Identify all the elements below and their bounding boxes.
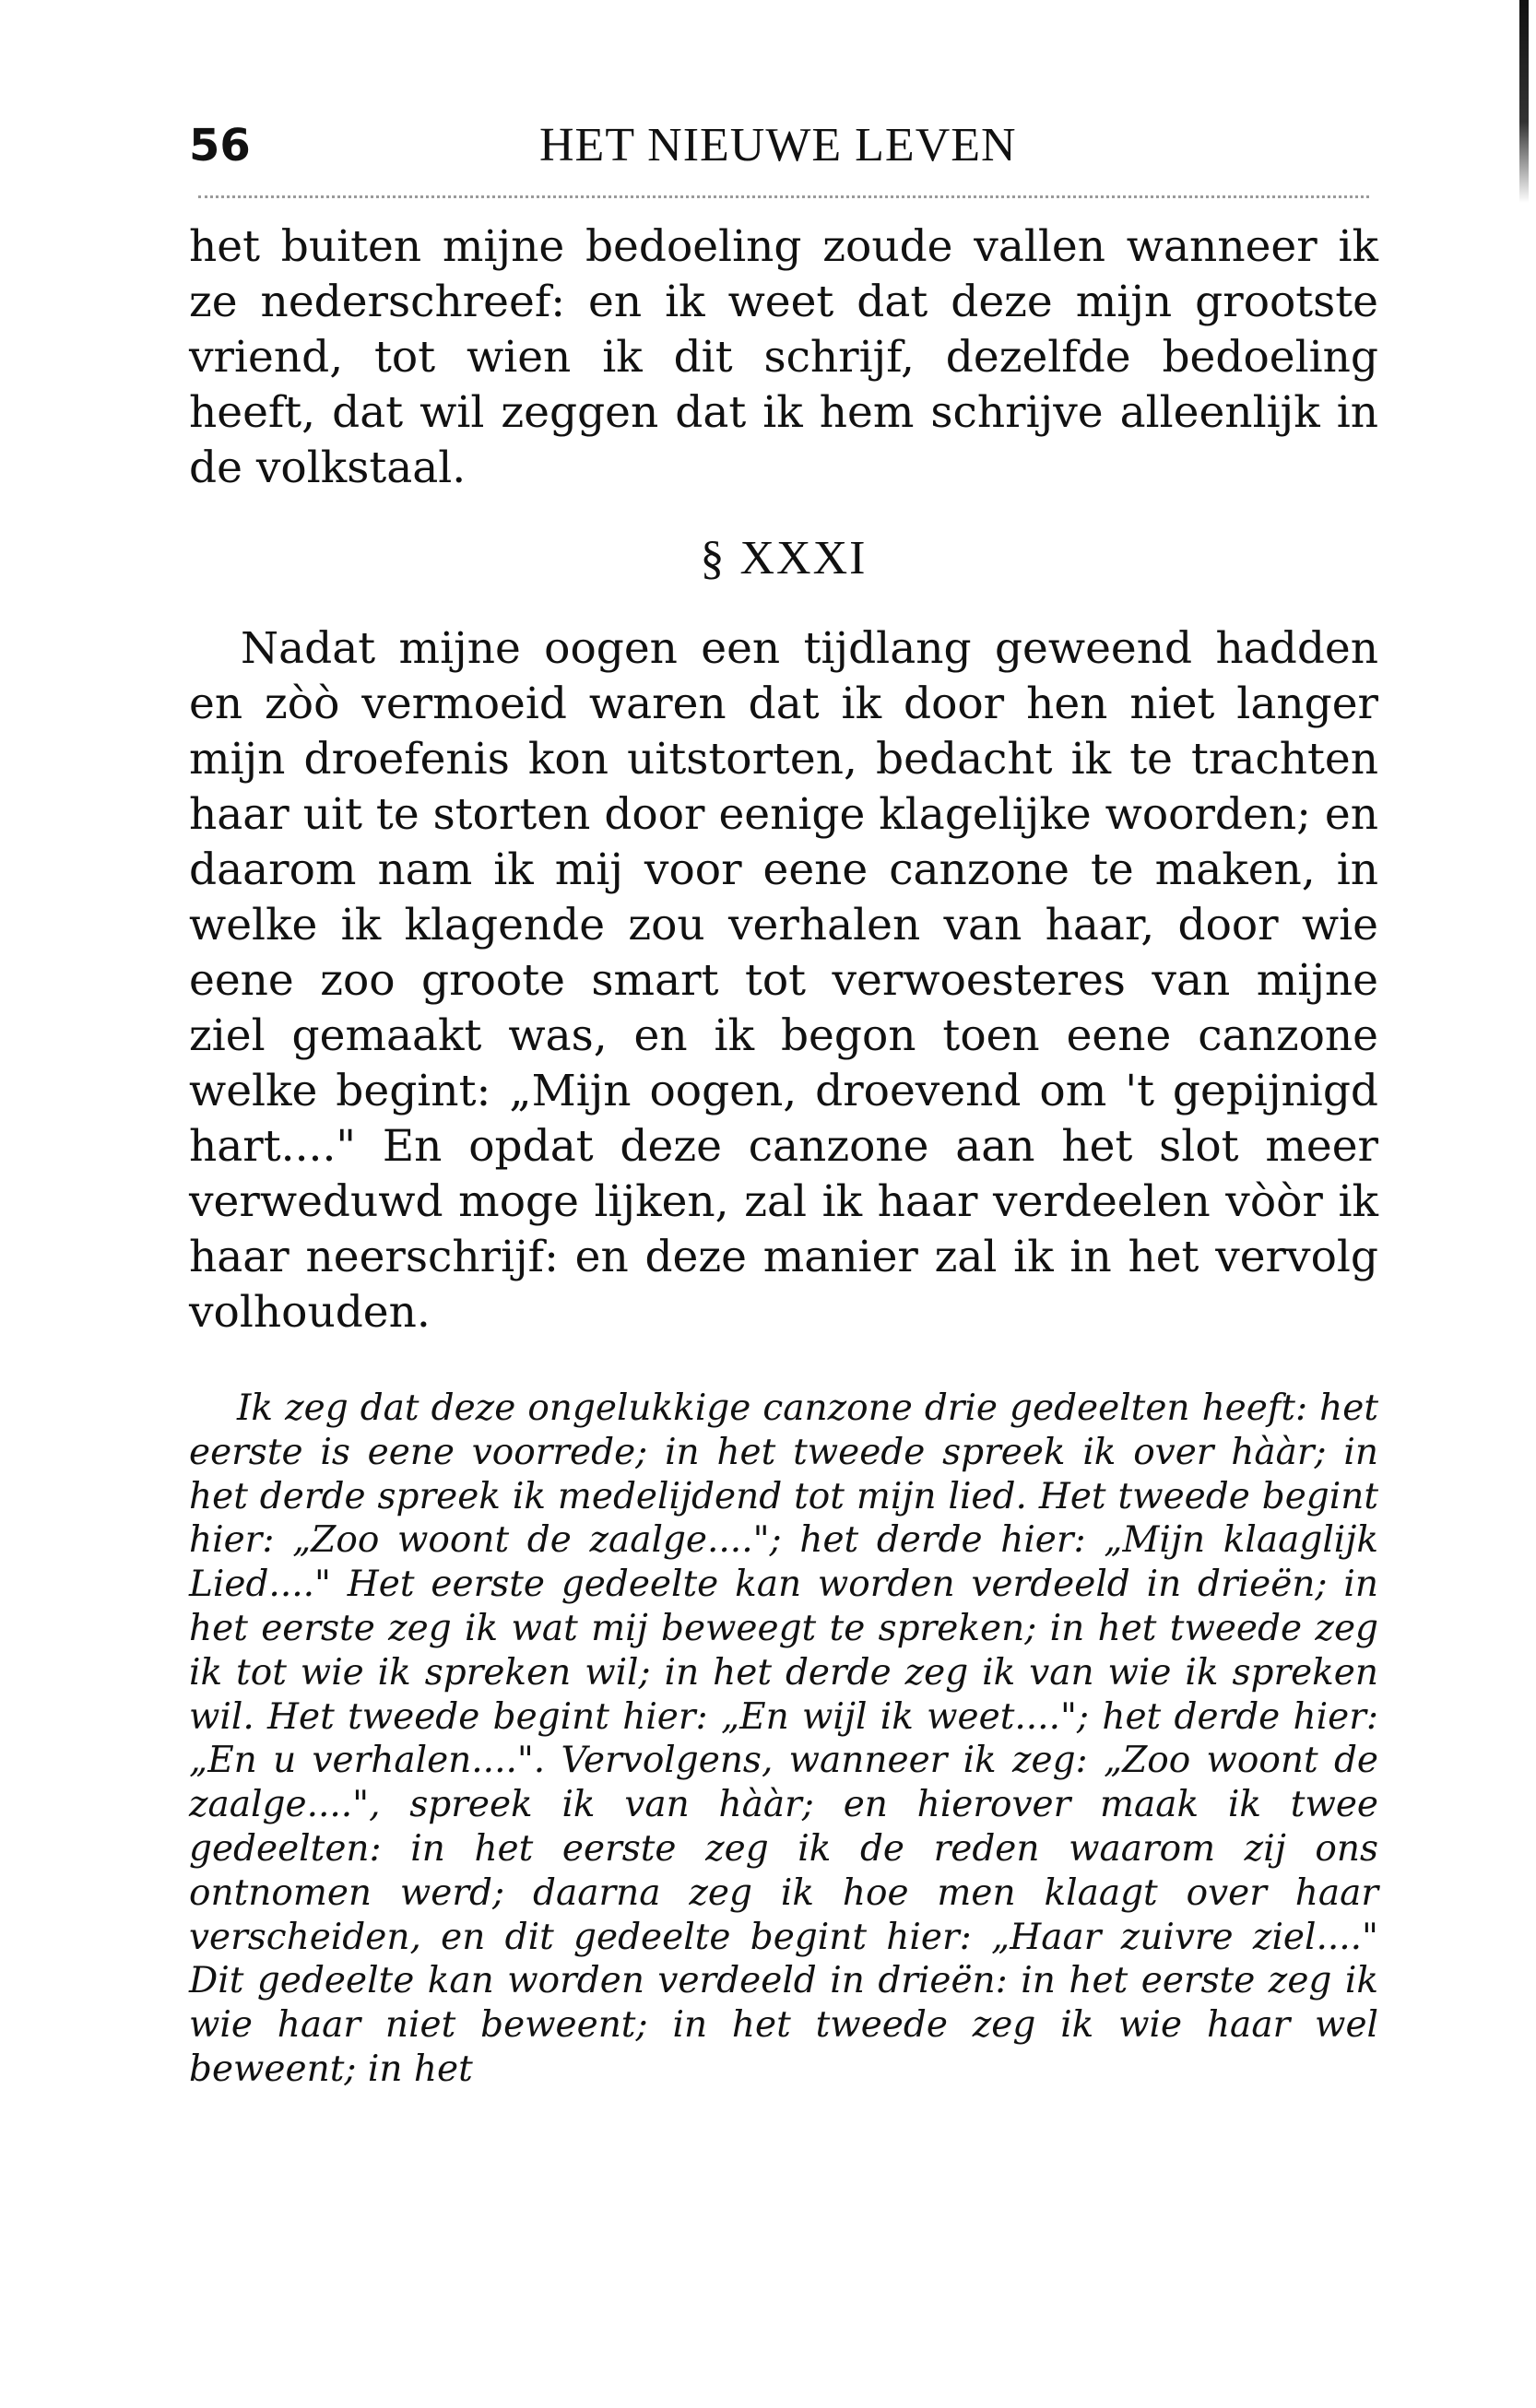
continued-paragraph: het buiten mijne bedoeling zoude vallen wanneer ik ze nederschreef: en ik weet dat deze mijn grootste vriend, tot wien ik dit schrijf, dezelfde bedoeling heeft, dat wil zeggen dat ik hem schrijve alleenlijk in de volkstaal. [189,221,1378,493]
section-paragraph: Nadat mijne oogen een tijdlang geweend hadden en zòò vermoeid waren dat ik door hen niet langer mijn droefenis kon uitstorten, bedacht ik te trachten haar uit te storten door eenige klagelijke woorden; en daarom nam ik mij voor eene canzone te maken, in welke ik klagende zou verhalen van haar, door wie eene zoo groote smart tot verwoesteres van mijne ziel gemaakt was, en ik begon toen eene canzone welke begint: „Mijn oogen, droevend om 't gepijnigd hart...." En opdat deze canzone aan het slot meer verweduwd moge lijken, zal ik haar verdeelen vòòr ik haar neerschrijf: en deze manier zal ik in het vervolg volhouden. [189,623,1378,1338]
header-rule [198,195,1369,198]
commentary-paragraph: Ik zeg dat deze ongelukkige canzone drie gedeelten heeft: het eerste is eene voorrede; in het tweede spreek ik over hààr; in het derde spreek ik medelijdend tot mijn lied. Het tweede begint hier: „Zoo woont de zaalge...."; het derde hier: „Mijn klaaglijk Lied...." Het eerste gedeelte kan worden verdeeld in drieën; in het eerste zeg ik wat mij beweegt te spreken; in het tweede zeg ik tot wie ik spreken wil; in het derde zeg ik van wie ik spreken wil. Het tweede begint hier: „En wijl ik weet...."; het derde hier: „En u verhalen....". Vervolgens, wanneer ik zeg: „Zoo woont de zaalge....", spreek ik van hààr; en hierover maak ik twee gedeelten: in het eerste zeg ik de reden waarom zij ons ontnomen werd; daarna zeg ik hoe men klaagt over haar verscheiden, en dit gedeelte begint hier: „Haar zuivre ziel...." Dit gedeelte kan worden verdeeld in drieën: in het eerste zeg ik wie haar niet beweent; in het tweede zeg ik wie haar wel beweent; in het [189,1387,1378,2090]
main-text [189,219,1378,2092]
running-head: HET NIEUWE LEVEN [539,119,1017,171]
section-heading: § XXXI [700,532,868,584]
page-number: 56 [189,120,251,171]
page-header [189,109,1378,183]
page-edge-shadow [1519,0,1529,203]
